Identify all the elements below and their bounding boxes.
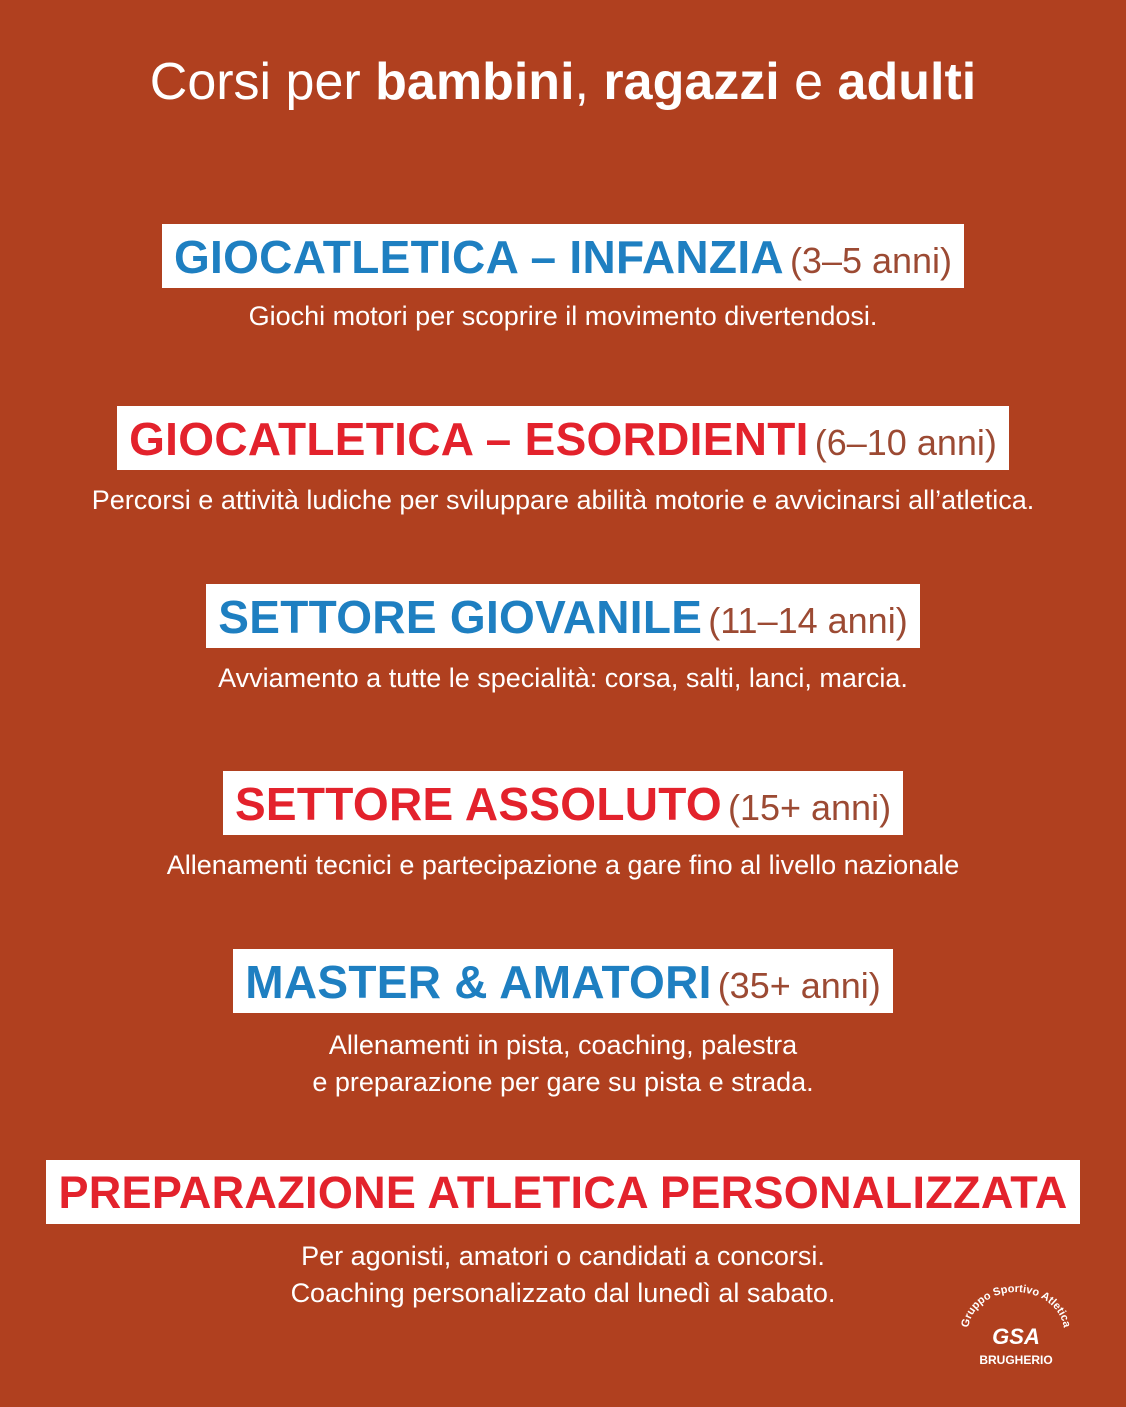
logo-letters: GSA bbox=[992, 1324, 1040, 1349]
title-bold-bambini: bambini bbox=[375, 53, 575, 111]
course-header-box bbox=[117, 406, 1009, 470]
course-description-line: Coaching personalizzato dal lunedì al sabato. bbox=[290, 1278, 836, 1308]
course-name: MASTER & AMATORI bbox=[245, 956, 712, 1008]
course-header-box bbox=[233, 949, 893, 1013]
course-description-line: Percorsi e attività ludiche per sviluppare abilità motorie e avvicinarsi all’atletica. bbox=[91, 485, 1035, 515]
page-title bbox=[0, 52, 1126, 112]
course-ages: (6–10 anni) bbox=[814, 422, 997, 463]
title-text-3: e bbox=[779, 53, 838, 111]
course-name: PREPARAZIONE ATLETICA PERSONALIZZATA bbox=[58, 1167, 1068, 1218]
course-description-line: Avviamento a tutte le specialità: corsa, salti, lanci, marcia. bbox=[218, 663, 908, 693]
course-description-line: Allenamenti in pista, coaching, palestra bbox=[328, 1030, 798, 1060]
course-ages: (15+ anni) bbox=[727, 787, 892, 828]
title-bold-ragazzi: ragazzi bbox=[603, 53, 780, 111]
course-assoluto bbox=[0, 771, 1126, 884]
course-header-box bbox=[206, 584, 919, 648]
title-text-1: Corsi per bbox=[149, 53, 376, 111]
course-header-box bbox=[46, 1160, 1079, 1224]
course-header-box bbox=[223, 771, 903, 835]
gsa-brugherio-logo bbox=[950, 1280, 1080, 1375]
course-description-line: Per agonisti, amatori o candidati a concorsi. bbox=[301, 1241, 825, 1271]
logo-city: BRUGHERIO bbox=[979, 1353, 1053, 1367]
course-name: SETTORE GIOVANILE bbox=[218, 591, 703, 643]
course-name: GIOCATLETICA – INFANZIA bbox=[173, 231, 784, 283]
course-description-line: Giochi motori per scoprire il movimento divertendosi. bbox=[248, 301, 878, 331]
course-description bbox=[0, 660, 1126, 697]
course-ages: (3–5 anni) bbox=[789, 240, 953, 281]
course-name: GIOCATLETICA – ESORDIENTI bbox=[129, 413, 809, 465]
logo-graphic bbox=[950, 1280, 1080, 1375]
logo-arc-text: Gruppo Sportivo Atletica bbox=[959, 1282, 1073, 1329]
course-esordienti bbox=[0, 406, 1126, 519]
course-description-line: Allenamenti tecnici e partecipazione a gare fino al livello nazionale bbox=[166, 850, 960, 880]
course-description bbox=[0, 847, 1126, 884]
course-description-line: e preparazione per gare su pista e strada. bbox=[312, 1067, 814, 1097]
title-bold-adulti: adulti bbox=[837, 53, 977, 111]
course-description bbox=[0, 1027, 1126, 1101]
course-master-amatori bbox=[0, 949, 1126, 1101]
course-ages: (35+ anni) bbox=[717, 965, 881, 1006]
course-ages: (11–14 anni) bbox=[708, 600, 908, 641]
course-name: SETTORE ASSOLUTO bbox=[234, 778, 722, 830]
course-description bbox=[0, 298, 1126, 335]
course-header-box bbox=[162, 224, 964, 288]
course-giovanile bbox=[0, 584, 1126, 697]
course-infanzia bbox=[0, 224, 1126, 335]
course-description bbox=[0, 482, 1126, 519]
title-text-2: , bbox=[574, 53, 604, 111]
